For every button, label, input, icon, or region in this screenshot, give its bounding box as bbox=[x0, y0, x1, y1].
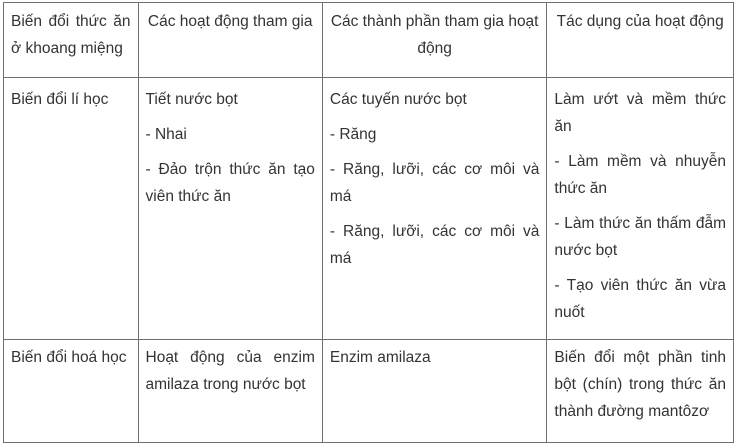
list-item: - Nhai bbox=[145, 126, 187, 143]
digestion-table bbox=[3, 2, 734, 443]
header-cell: Các hoạt động tham gia bbox=[138, 3, 322, 78]
activities-cell bbox=[138, 78, 322, 340]
effects-cell bbox=[547, 340, 734, 443]
header-cell: Các thành phần tham gia hoạt động bbox=[322, 3, 547, 78]
row-type-cell: Biến đổi hoá học bbox=[4, 340, 139, 443]
list-item: - Răng, lưỡi, các cơ môi và má bbox=[329, 161, 540, 205]
table-row bbox=[4, 78, 734, 340]
list-item: Biến đổi một phần tinh bột (chín) trong thức ăn thành đường mantôzơ bbox=[554, 349, 726, 420]
list-item: - Đảo trộn thức ăn tạo viên thức ăn bbox=[145, 161, 315, 205]
list-item: Các tuyến nước bọt bbox=[329, 91, 467, 108]
activities-cell bbox=[138, 340, 322, 443]
list-item: Hoạt động của enzim amilaza trong nước bọt bbox=[145, 349, 315, 393]
list-item: - Tạo viên thức ăn vừa nuốt bbox=[554, 277, 726, 321]
table-row bbox=[4, 340, 734, 443]
list-item: Tiết nước bọt bbox=[145, 91, 238, 108]
table-header-row bbox=[4, 3, 734, 78]
header-cell: Biến đổi thức ăn ở khoang miệng bbox=[4, 3, 139, 78]
list-item: Làm ướt và mềm thức ăn bbox=[554, 91, 726, 135]
effects-cell bbox=[547, 78, 734, 340]
list-item: - Làm thức ăn thấm đẫm nước bọt bbox=[554, 215, 726, 259]
header-cell: Tác dụng của hoạt động bbox=[547, 3, 734, 78]
components-cell bbox=[322, 340, 547, 443]
list-item: Enzim amilaza bbox=[329, 349, 431, 366]
components-cell bbox=[322, 78, 547, 340]
list-item: - Làm mềm và nhuyễn thức ăn bbox=[554, 153, 726, 197]
list-item: - Răng bbox=[329, 126, 377, 143]
row-type-cell: Biến đổi lí học bbox=[4, 78, 139, 340]
list-item: - Răng, lưỡi, các cơ môi và má bbox=[329, 223, 540, 267]
